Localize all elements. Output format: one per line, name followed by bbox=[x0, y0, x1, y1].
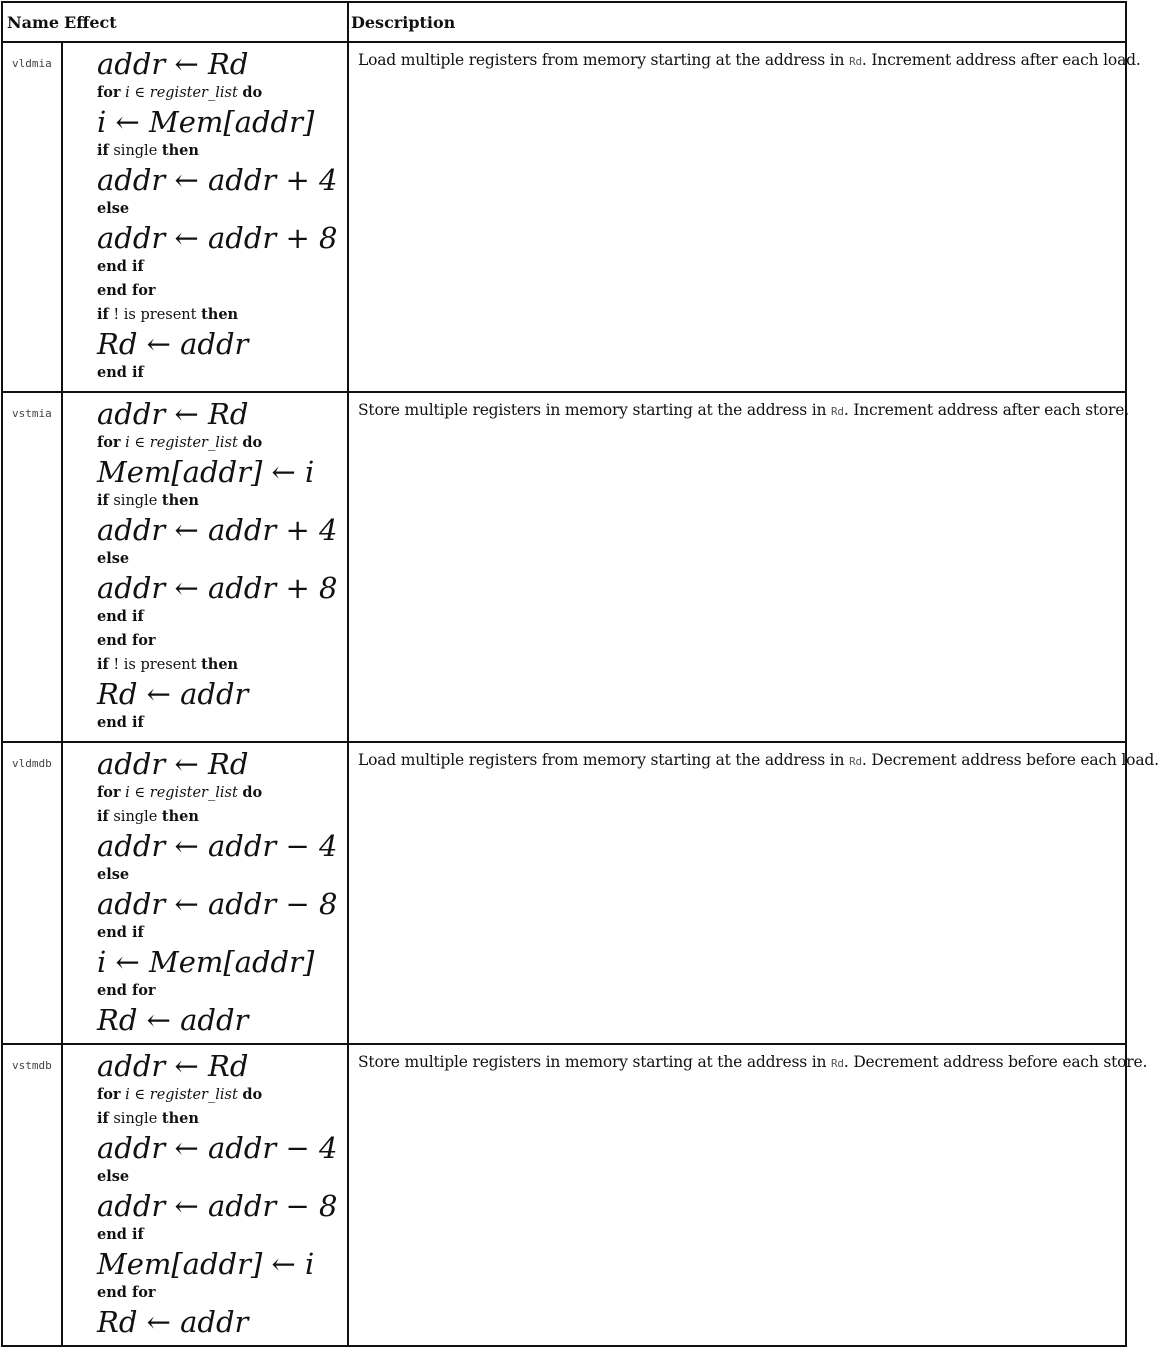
table-row bbox=[2, 42, 1126, 392]
keyword: else bbox=[97, 200, 130, 217]
description-text: . Decrement address before each load. bbox=[861, 751, 1159, 769]
effect-math-line: addr ← addr + 4 bbox=[97, 513, 338, 547]
effect-keyword-line bbox=[97, 197, 347, 221]
effect-keyword-line bbox=[97, 431, 347, 455]
effect-cell bbox=[62, 1044, 348, 1346]
effect-math-line: addr ← Rd bbox=[97, 747, 249, 781]
header-description: Description bbox=[348, 2, 1126, 42]
condition: ! is present bbox=[113, 657, 197, 673]
description-cell bbox=[348, 1044, 1148, 1346]
effect-keyword-line bbox=[97, 1165, 347, 1189]
effect-keyword-line bbox=[97, 279, 347, 303]
effect-cell bbox=[62, 392, 348, 742]
table-row bbox=[2, 742, 1126, 1044]
description-text: . Increment address after each store. bbox=[843, 401, 1129, 419]
effect-math-line: addr ← Rd bbox=[97, 397, 249, 431]
description-cell bbox=[348, 392, 1129, 742]
table-row bbox=[2, 392, 1126, 742]
condition: i ∈ register_list bbox=[125, 85, 238, 101]
keyword: if bbox=[97, 656, 109, 673]
effect-keyword-line bbox=[97, 303, 347, 327]
effect-math-line: Rd ← addr bbox=[97, 327, 249, 361]
keyword: end for bbox=[97, 1284, 156, 1301]
keyword: do bbox=[242, 84, 263, 101]
effect-keyword-line bbox=[97, 653, 347, 677]
condition: single bbox=[113, 1111, 158, 1127]
effect-cell bbox=[62, 742, 348, 1044]
effect-cell bbox=[62, 42, 348, 392]
condition: single bbox=[113, 143, 158, 159]
description-text: . Increment address after each load. bbox=[861, 51, 1141, 69]
description-text: Load multiple registers from memory starting at the address in bbox=[358, 51, 850, 69]
keyword: if bbox=[97, 492, 109, 509]
register-name: Rd bbox=[831, 1057, 844, 1070]
header-name: Name bbox=[2, 2, 62, 42]
description-text: Store multiple registers in memory starting at the address in bbox=[358, 1053, 831, 1071]
keyword: then bbox=[161, 1110, 199, 1127]
keyword: for bbox=[97, 784, 121, 801]
keyword: do bbox=[242, 1086, 263, 1103]
keyword: if bbox=[97, 1110, 109, 1127]
effect-keyword-line bbox=[97, 255, 347, 279]
effect-math-line: addr ← Rd bbox=[97, 1049, 249, 1083]
keyword: then bbox=[201, 306, 239, 323]
effect-keyword-line bbox=[97, 1107, 347, 1131]
effect-math-line: addr ← addr − 8 bbox=[97, 887, 338, 921]
effect-math-line: addr ← addr + 4 bbox=[97, 163, 338, 197]
register-name: Rd bbox=[849, 755, 862, 768]
keyword: then bbox=[161, 142, 199, 159]
keyword: then bbox=[161, 492, 199, 509]
keyword: end if bbox=[97, 608, 144, 625]
description-cell bbox=[348, 742, 1159, 1044]
keyword: for bbox=[97, 84, 121, 101]
effect-math-line: Rd ← addr bbox=[97, 1305, 249, 1339]
effect-keyword-line bbox=[97, 979, 347, 1003]
effect-keyword-line bbox=[97, 805, 347, 829]
effect-math-line: i ← Mem[addr] bbox=[97, 945, 315, 979]
keyword: do bbox=[242, 434, 263, 451]
keyword: then bbox=[201, 656, 239, 673]
keyword: then bbox=[161, 808, 199, 825]
keyword: do bbox=[242, 784, 263, 801]
description-text: Load multiple registers from memory starting at the address in bbox=[358, 751, 850, 769]
keyword: end if bbox=[97, 1226, 144, 1243]
effect-keyword-line bbox=[97, 781, 347, 805]
effect-keyword-line bbox=[97, 139, 347, 163]
description-text: . Decrement address before each store. bbox=[843, 1053, 1148, 1071]
condition: single bbox=[113, 493, 158, 509]
condition: i ∈ register_list bbox=[125, 1087, 238, 1103]
instruction-name: vldmia bbox=[2, 42, 62, 392]
instruction-name: vstmdb bbox=[2, 1044, 62, 1346]
effect-math-line: addr ← Rd bbox=[97, 47, 249, 81]
instruction-name: vstmia bbox=[2, 392, 62, 742]
effect-math-line: Mem[addr] ← i bbox=[97, 1247, 315, 1281]
effect-keyword-line bbox=[97, 605, 347, 629]
description-text: Store multiple registers in memory starting at the address in bbox=[358, 401, 831, 419]
table-row bbox=[2, 1044, 1126, 1346]
header-effect: Effect bbox=[62, 2, 348, 42]
instruction-name: vldmdb bbox=[2, 742, 62, 1044]
condition: i ∈ register_list bbox=[125, 785, 238, 801]
keyword: end for bbox=[97, 632, 156, 649]
keyword: else bbox=[97, 866, 130, 883]
keyword: else bbox=[97, 1168, 130, 1185]
effect-math-line: addr ← addr − 8 bbox=[97, 1189, 338, 1223]
keyword: for bbox=[97, 434, 121, 451]
effect-keyword-line bbox=[97, 361, 347, 385]
keyword: end if bbox=[97, 924, 144, 941]
keyword: end if bbox=[97, 714, 144, 731]
keyword: end for bbox=[97, 982, 156, 999]
effect-keyword-line bbox=[97, 711, 347, 735]
effect-math-line: addr ← addr − 4 bbox=[97, 829, 338, 863]
effect-keyword-line bbox=[97, 1223, 347, 1247]
keyword: else bbox=[97, 550, 130, 567]
keyword: if bbox=[97, 142, 109, 159]
register-name: Rd bbox=[831, 405, 844, 418]
effect-keyword-line bbox=[97, 1281, 347, 1305]
effect-math-line: i ← Mem[addr] bbox=[97, 105, 315, 139]
keyword: end if bbox=[97, 258, 144, 275]
effect-math-line: addr ← addr − 4 bbox=[97, 1131, 338, 1165]
keyword: end if bbox=[97, 364, 144, 381]
register-name: Rd bbox=[849, 55, 862, 68]
instruction-table bbox=[1, 1, 1159, 1347]
effect-keyword-line bbox=[97, 547, 347, 571]
description-cell bbox=[348, 42, 1141, 392]
effect-keyword-line bbox=[97, 489, 347, 513]
effect-keyword-line bbox=[97, 921, 347, 945]
effect-keyword-line bbox=[97, 629, 347, 653]
header-row bbox=[2, 2, 1126, 42]
keyword: end for bbox=[97, 282, 156, 299]
effect-math-line: Rd ← addr bbox=[97, 677, 249, 711]
effect-math-line: Mem[addr] ← i bbox=[97, 455, 315, 489]
condition: ! is present bbox=[113, 307, 197, 323]
effect-keyword-line bbox=[97, 863, 347, 887]
effect-math-line: Rd ← addr bbox=[97, 1003, 249, 1037]
keyword: if bbox=[97, 808, 109, 825]
effect-keyword-line bbox=[97, 1083, 347, 1107]
keyword: for bbox=[97, 1086, 121, 1103]
effect-math-line: addr ← addr + 8 bbox=[97, 221, 338, 255]
effect-math-line: addr ← addr + 8 bbox=[97, 571, 338, 605]
condition: single bbox=[113, 809, 158, 825]
condition: i ∈ register_list bbox=[125, 435, 238, 451]
effect-keyword-line bbox=[97, 81, 347, 105]
keyword: if bbox=[97, 306, 109, 323]
